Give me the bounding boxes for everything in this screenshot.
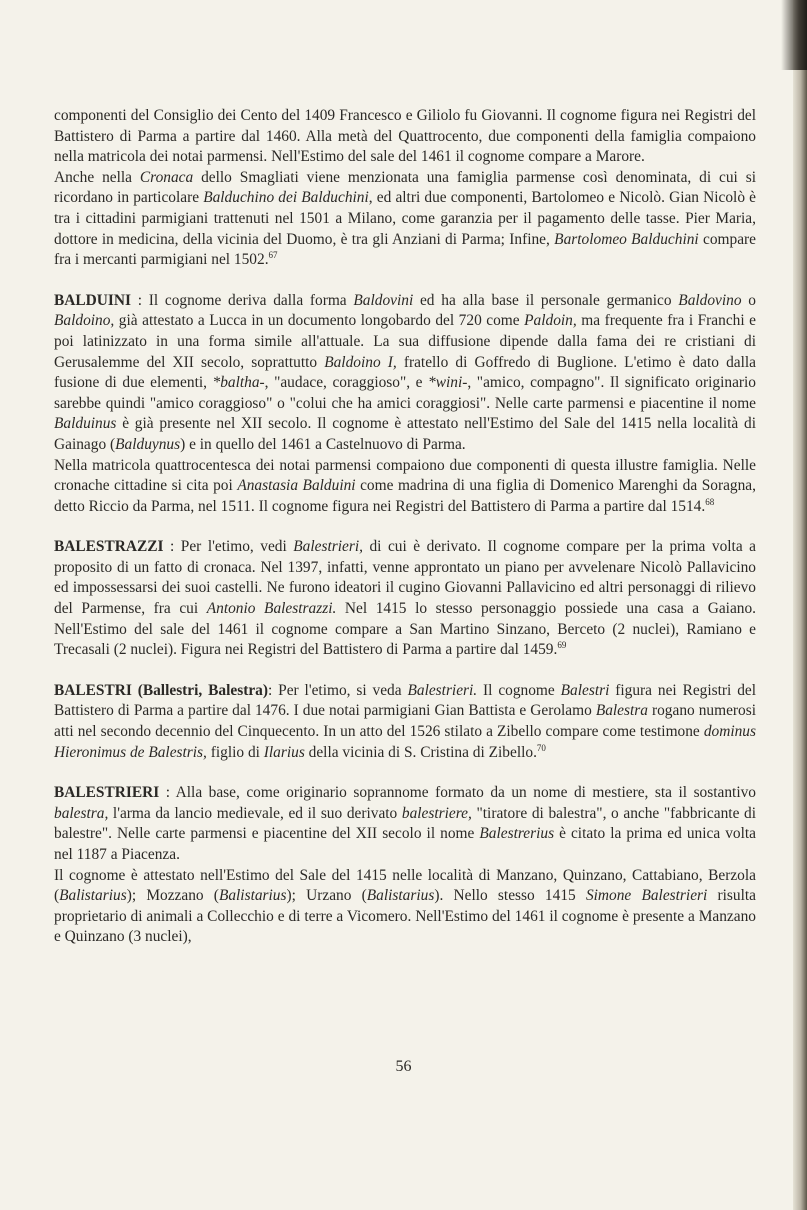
footnote-ref: 69 — [557, 640, 567, 651]
entry-balestrieri — [54, 783, 756, 948]
entry-heading: BALESTRIERI — [54, 784, 160, 802]
footnote-ref: 68 — [705, 496, 715, 507]
entry-balestri — [54, 681, 756, 763]
entry-paragraph: Il cognome è attestato nell'Estimo del Sale del 1415 nelle località di Manzano, Quinzano, Cattabiano, Berzola (Balistarius); Mozzano (Balistarius); Urzano (Balistarius). Nello stesso 1415 Simone Balestrieri risulta proprietario di animali a Collecchio e di terre a Vicomero. Nell'Estimo del 1461 il cognome è presente a Manzano e Quinzano (3 nuclei), — [54, 866, 756, 946]
entry-paragraph: BALDUINI : Il cognome deriva dalla forma Baldovini ed ha alla base il personale germanico Baldovino o Baldoino, già attestato a Lucca in un documento longobardo del 720 come Paldoin, ma frequente fra i Franchi e poi latinizzato in una forma simile all'attuale. La sua diffusione dipende dalla fama dei re cristiani di Gerusalemme del XII secolo, soprattutto Baldoino I, fratello di Goffredo di Buglione. L'etimo è dato dalla fusione di due elementi, *baltha-, "audace, coraggioso", e *wini-, "amico, compagno". Il significato originario sarebbe quindi "amico coraggioso" o "colui che ha amici coraggiosi". Nelle carte parmensi e piacentine il nome Balduinus è già presente nel XII secolo. Il cognome è attestato nell'Estimo del Sale del 1415 nella località di Gainago (Balduynus) e in quello del 1461 a Castelnuovo di Parma. — [54, 291, 757, 453]
page-corner-shadow — [781, 0, 807, 70]
entry-heading: BALESTRAZZI — [54, 538, 164, 556]
entry-paragraph: BALESTRAZZI : Per l'etimo, vedi Balestrieri, di cui è derivato. Il cognome compare per la prima volta a proposito di un fatto di cronaca. Nel 1397, infatti, venne approntato un piano per avvelenare Nicolò Pallavicino ed impossessarsi dei suoi castelli. Ne furono ideatori il cugino Giovanni Pallavicino ed altri personaggi di rilievo del Parmense, fra cui Antonio Balestrazzi. Nel 1415 lo stesso personaggio possiede una casa a Gaiano. Nell'Estimo del sale del 1461 il cognome compare a San Martino Sinzano, Berceto (2 nuclei), Ramiano e Trecasali (2 nuclei). Figura nei Registri del Battistero di Parma a partire dal 1459.69 — [54, 538, 757, 659]
intro-paragraph-2: Anche nella Cronaca dello Smagliati viene menzionata una famiglia parmense così denominata, di cui si ricordano in particolare Balduchino dei Balduchini, ed altri due componenti, Bartolomeo e Nicolò. Gian Nicolò è tra i cittadini parmigiani trattenuti nel 1501 a Milano, come garanzia per il pagamento delle tasse. Pier Maria, dottore in medicina, della vicinia del Duomo, è tra gli Anziani di Parma; Infine, Bartolomeo Balduchini compare fra i mercanti parmigiani nel 1502.67 — [54, 168, 757, 269]
entry-heading: BALESTRI (Ballestri, Balestra) — [54, 681, 268, 699]
intro-paragraph-1: componenti del Consiglio dei Cento del 1409 Francesco e Giliolo fu Giovanni. Il cognome figura nei Registri del Battistero di Parma a partire dal 1460. Alla metà del Quattrocento, due componenti della famiglia compaiono nella matricola dei notai parmensi. Nell'Estimo del sale del 1461 il cognome compare a Marore. — [54, 107, 756, 166]
footnote-ref: 70 — [536, 742, 546, 753]
entry-balestrazzi — [54, 537, 756, 661]
entry-paragraph: BALESTRIERI : Alla base, come originario soprannome formato da un nome di mestiere, sta il sostantivo balestra, l'arma da lancio medievale, ed il suo derivato balestriere, "tiratore di balestra", o anche "fabbricante di balestre". Nelle carte parmensi e piacentine del XII secolo il nome Balestrerius è citato la prima ed unica volta nel 1187 a Piacenza. — [54, 784, 757, 863]
page-edge-shadow — [793, 0, 807, 1210]
entry-paragraph: Nella matricola quattrocentesca dei notai parmensi compaiono due componenti di questa illustre famiglia. Nelle cronache cittadine si cita poi Anastasia Balduini come madrina di una figlia di Domenico Marenghi da Soragna, detto Riccio da Parma, nel 1511. Il cognome figura nei Registri del Battistero di Parma a partire dal 1514.68 — [54, 456, 756, 515]
footnote-ref: 67 — [268, 250, 278, 261]
entry-paragraph: BALESTRI (Ballestri, Balestra): Per l'etimo, si veda Balestrieri. Il cognome Balestri figura nei Registri del Battistero di Parma a partire dal 1476. I due notai parmigiani Gian Battista e Gerolamo Balestra rogano numerosi atti nel secondo decennio del Cinquecento. In un atto del 1526 stilato a Zibello compare come testimone dominus Hieronimus de Balestris, figlio di Ilarius della vicinia di S. Cristina di Zibello.$^{70}$ — [54, 681, 757, 761]
entry-heading: BALDUINI — [54, 291, 131, 309]
entry-balduini — [54, 291, 756, 518]
page-text — [54, 106, 756, 948]
page-number: 56 — [395, 1058, 412, 1075]
